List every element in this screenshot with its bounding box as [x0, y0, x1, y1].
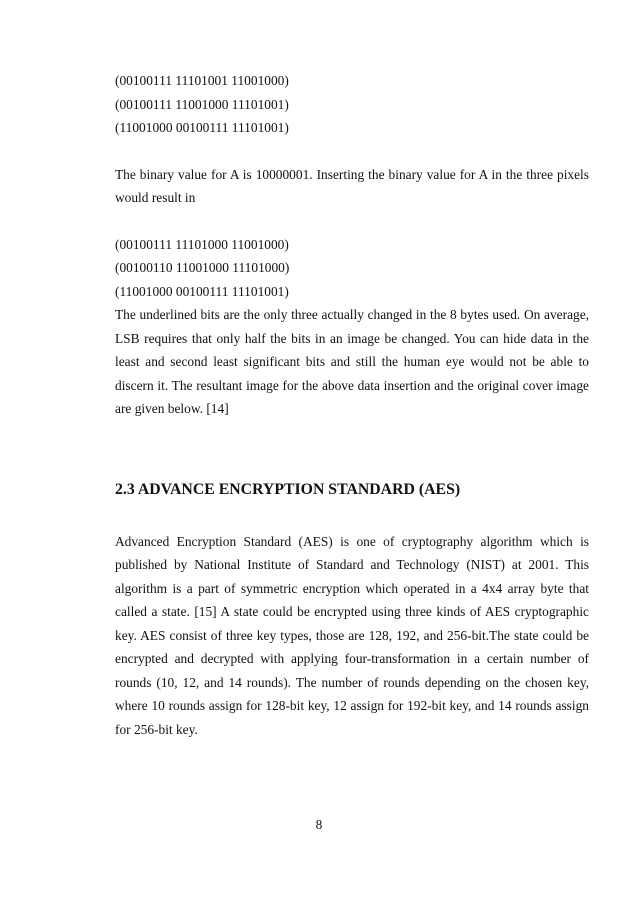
- page-content: [115, 69, 589, 741]
- section-heading: 2.3 ADVANCE ENCRYPTION STANDARD (AES): [115, 480, 461, 498]
- binary-line: (00100111 11101000 11001000): [115, 236, 289, 252]
- page-number: 8: [315, 817, 323, 832]
- paragraph-lsb-explanation: The underlined bits are the only three actually changed in the 8 bytes used. On average, LSB requires that only half the bits in an image be changed. You can hide data in the least and second least significant bits and still the human eye would not be able to discern it. The resultant image for the above data insertion and the original cover image are given below. [14]: [115, 307, 589, 416]
- binary-line: (11001000 00100111 11101001): [115, 283, 289, 299]
- paragraph-binary-value: The binary value for A is 10000001. Inserting the binary value for A in the three pixels would result in: [115, 166, 589, 205]
- binary-block-original: [115, 69, 589, 140]
- binary-block-modified: [115, 233, 589, 304]
- binary-line: (00100110 11001000 11101000): [115, 260, 290, 275]
- paragraph-aes: Advanced Encryption Standard (AES) is one of cryptography algorithm which is published by National Institute of Standard and Technology (NIST) at 2001. This algorithm is a part of symmetric encryption which operated in a 4x4 array byte that called a state. [15] A state could be encrypted using three kinds of AES cryptographic key. AES consist of three key types, those are 128, 192, and 256-bit.The state could be encrypted and decrypted with applying four-transformation in a certain number of rounds (10, 12, and 14 rounds). The number of rounds depending on the chosen key, where 10 rounds assign for 128-bit key, 12 assign for 192-bit key, and 14 rounds assign for 256-bit key.: [115, 533, 589, 737]
- binary-line: (11001000 00100111 11101001): [115, 120, 289, 135]
- binary-line: (00100111 11101001 11001000): [115, 73, 289, 88]
- binary-line: (00100111 11001000 11101001): [115, 96, 289, 112]
